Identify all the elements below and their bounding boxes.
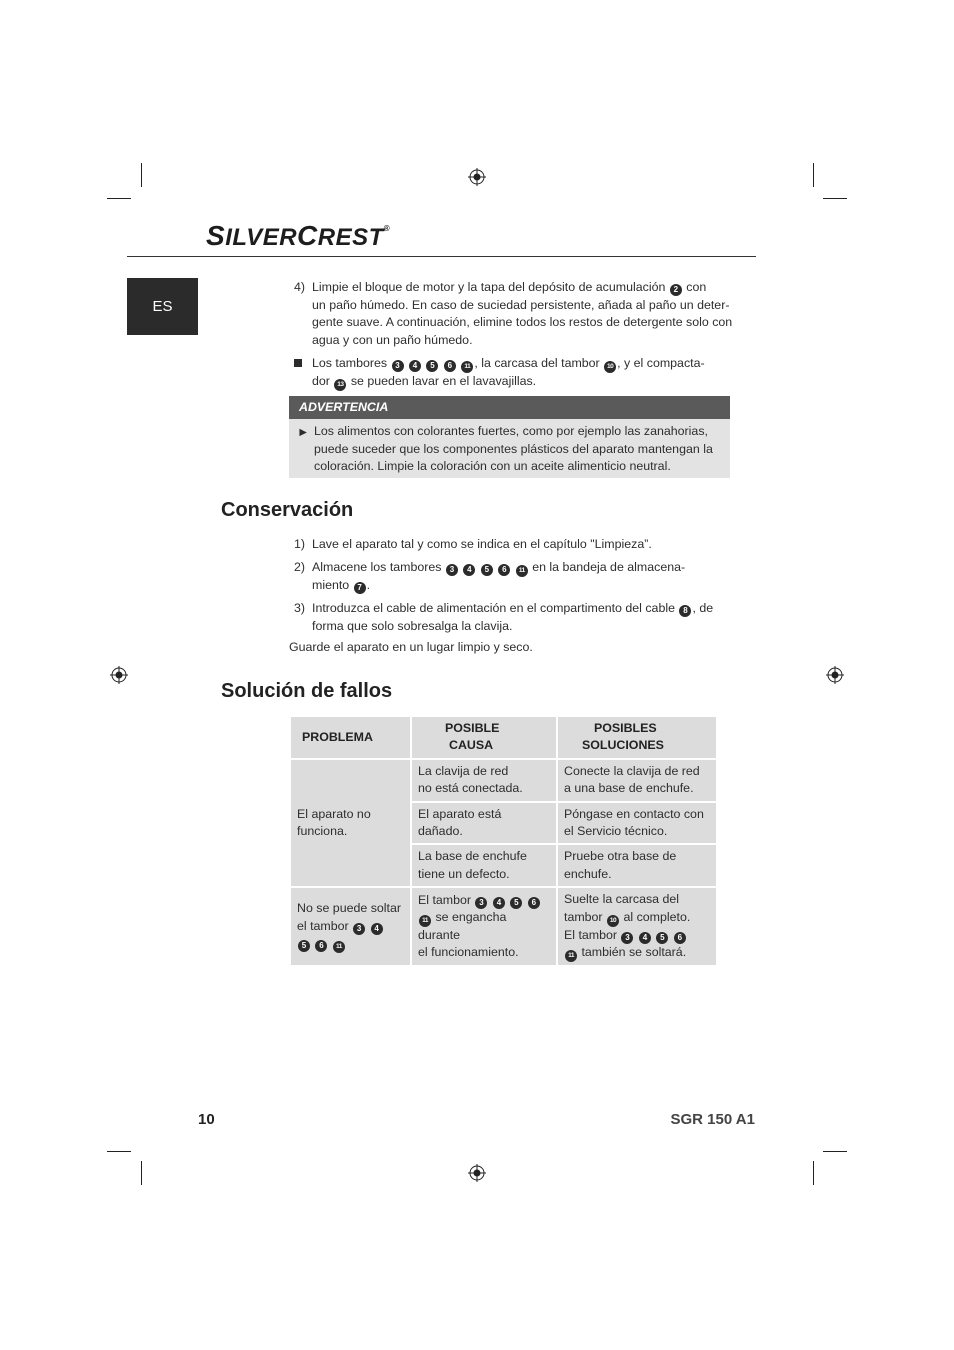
part-ref-icon: 6 (674, 932, 686, 944)
warning-header: ADVERTENCIA (289, 396, 730, 419)
part-ref-icon: 10 (604, 361, 616, 373)
arrow-bullet-icon: ► (297, 425, 310, 439)
part-ref-icon: 6 (528, 897, 540, 909)
model-number: SGR 150 A1 (670, 1111, 755, 1128)
registration-mark-icon (826, 666, 844, 684)
crop-mark (813, 1161, 814, 1185)
crop-mark (823, 1151, 847, 1152)
part-ref-icon: 6 (315, 940, 327, 952)
part-ref-icon: 3 (392, 360, 404, 372)
part-ref-icon: 11 (516, 565, 528, 577)
part-ref-icon: 4 (463, 564, 475, 576)
table-row: No se puede soltar el tambor 3 4 5 6 11 El tambor 3 4 5 6 11 se engancha durante el funcionamiento. Suelte la carcasa del tambor 10 al completo. El tambor 3 4 5 6 11 también se soltará. (291, 888, 716, 965)
part-ref-icon: 10 (607, 915, 619, 927)
registration-mark-icon (468, 1164, 486, 1182)
crop-mark (141, 1161, 142, 1185)
registration-mark-icon (468, 168, 486, 186)
part-ref-icon: 5 (656, 932, 668, 944)
part-ref-icon: 3 (353, 923, 365, 935)
part-ref-icon: 4 (371, 923, 383, 935)
part-ref-icon: 11 (419, 915, 431, 927)
troubleshooting-table (289, 715, 718, 967)
section-title-conservacion: Conservación (221, 499, 354, 521)
part-ref-icon: 4 (639, 932, 651, 944)
table-header-row: PROBLEMA POSIBLE CAUSA POSIBLES SOLUCIONES (291, 717, 716, 758)
registration-mark-icon (110, 666, 128, 684)
part-ref-icon: 11 (461, 361, 473, 373)
conservacion-step-2: 2) Almacene los tambores 3 4 5 6 11 en la bandeja de almacena- miento 7 . (294, 560, 686, 592)
square-bullet-icon (294, 359, 302, 367)
part-ref-icon: 11 (565, 950, 577, 962)
part-ref-icon: 11 (333, 941, 345, 953)
part-ref-icon: 3 (475, 897, 487, 909)
cleaning-step-4: 4) Limpie el bloque de motor y la tapa del depósito de acumulación 2 con un paño húmedo. En caso de suciedad persistente, añada al paño un deter- gente suave. A continuación, elimine todos los restos de detergente solo con agua y con un paño húmedo. (294, 280, 733, 347)
part-ref-icon: 13 (334, 379, 346, 391)
part-ref-icon: 4 (409, 360, 421, 372)
crop-mark (141, 163, 142, 187)
table-row: El aparato está dañado. Póngase en contacto con el Servicio técnico. (291, 803, 716, 844)
section-title-fallos: Solución de fallos (221, 680, 393, 702)
conservacion-step-3: 3) Introduzca el cable de alimentación en el compartimento del cable 8 , de forma que solo sobresalga la clavija. (294, 601, 714, 633)
part-ref-icon: 5 (298, 940, 310, 952)
crop-mark (107, 198, 131, 199)
part-ref-icon: 5 (426, 360, 438, 372)
page-number: 10 (198, 1111, 215, 1128)
part-ref-icon: 6 (498, 564, 510, 576)
dishwasher-bullet: Los tambores 3 4 5 6 11 , la carcasa del tambor 10 , y el compacta- dor 13 se pueden lavar en el lavavajillas. (294, 355, 744, 391)
part-ref-icon: 5 (481, 564, 493, 576)
part-ref-icon: 8 (679, 605, 691, 617)
conservacion-step-1: 1) Lave el aparato tal y como se indica en el capítulo "Limpieza”. (294, 537, 652, 551)
part-ref-icon: 7 (354, 582, 366, 594)
header-rule (127, 256, 756, 257)
part-ref-icon: 3 (446, 564, 458, 576)
table-row: El aparato no funciona. La clavija de red no está conectada. Conecte la clavija de red a una base de enchufe. (291, 760, 716, 801)
brand-logo: SILVERCREST® (206, 220, 391, 251)
part-ref-icon: 2 (670, 284, 682, 296)
warning-body: ► Los alimentos con colorantes fuertes, como por ejemplo las zanahorias, puede suceder que los componentes plásticos del aparato mantengan la coloración. Limpie la coloración con un aceite alimenticio neutral. (289, 419, 730, 478)
crop-mark (813, 163, 814, 187)
conservacion-closing: Guarde el aparato en un lugar limpio y seco. (289, 640, 533, 654)
part-ref-icon: 5 (510, 897, 522, 909)
part-ref-icon: 4 (493, 897, 505, 909)
crop-mark (823, 198, 847, 199)
language-tab: ES (127, 278, 198, 335)
part-ref-icon: 6 (444, 360, 456, 372)
table-row: La base de enchufe tiene un defecto. Pruebe otra base de enchufe. (291, 845, 716, 886)
part-ref-icon: 3 (621, 932, 633, 944)
crop-mark (107, 1151, 131, 1152)
header-problema: PROBLEMA (302, 729, 373, 744)
